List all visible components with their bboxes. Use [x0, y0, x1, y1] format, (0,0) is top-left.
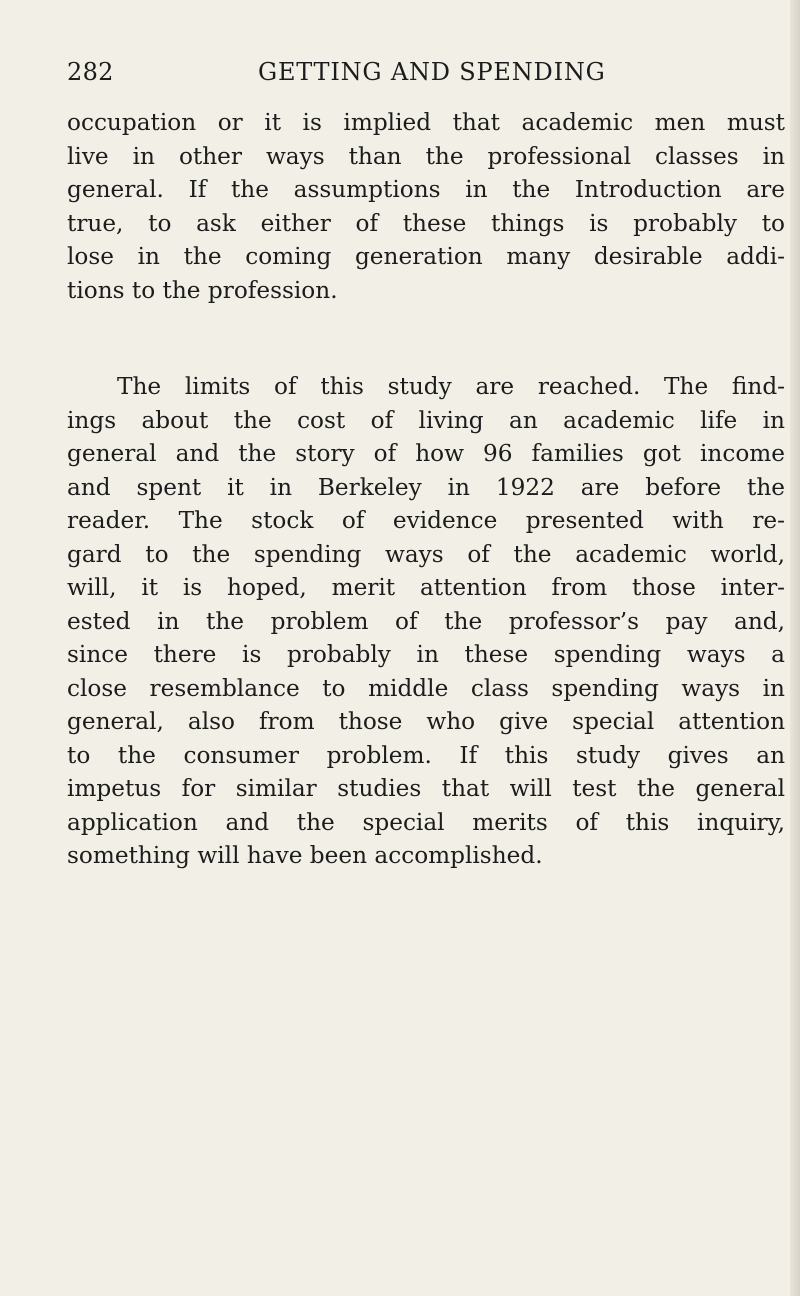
text-line: ested in the problem of the professor’s pay and,: [67, 607, 785, 635]
text-line: application and the special merits of this inquiry,: [67, 808, 785, 836]
text-line: live in other ways than the professional classes in: [67, 142, 785, 170]
text-line: reader. The stock of evidence presented with re-: [67, 507, 785, 534]
text-line: to the consumer problem. If this study gives an: [67, 741, 785, 769]
running-title: GETTING AND SPENDING: [258, 58, 606, 86]
text-line: occupation or it is implied that academic men must: [67, 109, 785, 136]
text-line: since there is probably in these spending ways a: [67, 641, 785, 668]
text-line: tions to the profession.: [67, 276, 338, 304]
text-line: and spent it in Berkeley in 1922 are before the: [67, 473, 785, 501]
text-line: The limits of this study are reached. The find-: [117, 373, 785, 400]
text-line: lose in the coming generation many desirable addi-: [67, 243, 785, 270]
text-line: gard to the spending ways of the academic world,: [67, 540, 785, 568]
paragraph-1: [67, 106, 785, 307]
page-number: 282: [67, 58, 114, 86]
text-line: true, to ask either of these things is probably to: [67, 209, 785, 237]
text-line: something will have been accomplished.: [67, 842, 543, 869]
text-line: will, it is hoped, merit attention from those inter-: [67, 574, 785, 601]
paragraph-2: [67, 370, 785, 873]
text-line: general. If the assumptions in the Introduction are: [67, 176, 785, 203]
text-line: close resemblance to middle class spending ways in: [67, 674, 785, 702]
text-line: impetus for similar studies that will test the general: [67, 775, 785, 802]
page-edge-shadow: [790, 0, 800, 1296]
running-head: [67, 55, 787, 89]
text-line: general and the story of how 96 families got income: [67, 440, 785, 467]
text-line: ings about the cost of living an academic life in: [67, 406, 785, 434]
text-line: general, also from those who give special attention: [67, 708, 785, 735]
